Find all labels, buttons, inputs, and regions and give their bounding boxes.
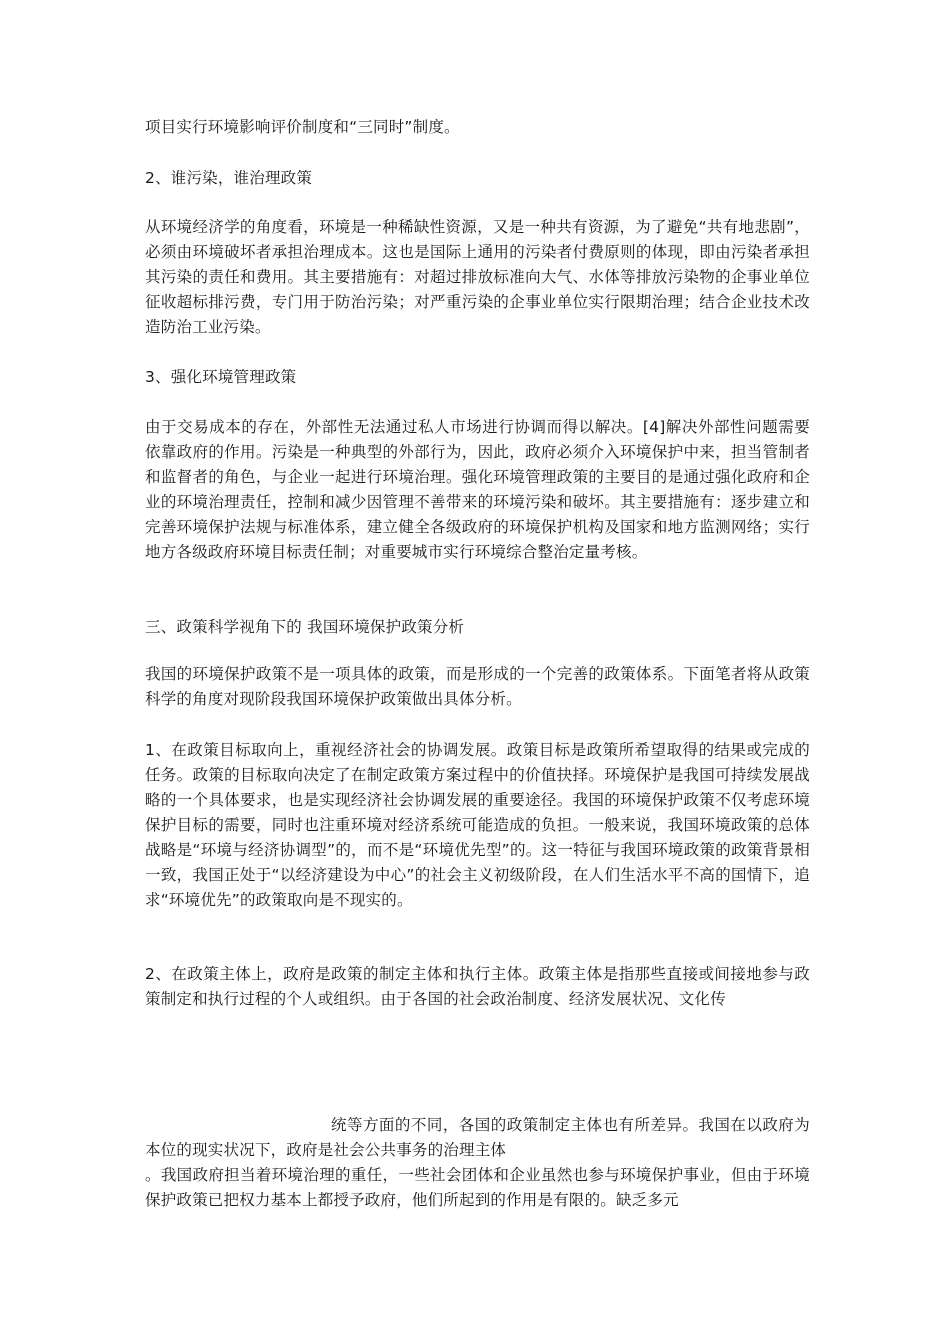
paragraph-policy-system: 我国的环境保护政策不是一项具体的政策，而是形成的一个完善的政策体系。下面笔者将从政策科学的角度对现阶段我国环境保护政策做出具体分析。	[145, 665, 810, 708]
paragraph-policy-objective: 1、在政策目标取向上，重视经济社会的协调发展。政策目标是政策所希望取得的结果或完成的任务。政策的目标取向决定了在制定政策方案过程中的价值抉择。环境保护是我国可持续发展战略的一个具体要求，也是实现经济社会协调发展的重要途径。我国的环境保护政策不仅考虑环境保护目标的需要，同时也注重环境对经济系统可能造成的负担。一般来说，我国环境政策的总体战略是“环境与经济协调型”的，而不是“环境优先型”的。这一特征与我国环境政策的政策背景相一致，我国正处于“以经济建设为中心”的社会主义初级阶段，在人们生活水平不高的国情下，追求“环境优先”的政策取向是不现实的。	[145, 741, 810, 909]
chapter-heading-policy-analysis: 三、政策科学视角下的 我国环境保护政策分析	[145, 618, 465, 636]
paragraph-policy-subject: 2、在政策主体上，政府是政策的制定主体和执行主体。政策主体是指那些直接或间接地参与政策制定和执行过程的个人或组织。由于各国的社会政治制度、经济发展状况、文化传	[145, 965, 810, 1008]
section-heading-polluter-pays: 2、谁污染，谁治理政策	[145, 169, 313, 187]
paragraph-intro-continuation: 项目实行环境影响评价制度和“三同时”制度。	[145, 118, 460, 136]
section-heading-environmental-management: 3、强化环境管理政策	[145, 368, 297, 386]
paragraph-environmental-management: 由于交易成本的存在，外部性无法通过私人市场进行协调而得以解决。[4]解决外部性问题需要依靠政府的作用。污染是一种典型的外部行为，因此，政府必须介入环境保护中来，担当管制者和监督者的角色，与企业一起进行环境治理。强化环境管理政策的主要目的是通过强化政府和企业的环境治理责任，控制和减少因管理不善带来的环境污染和破坏。其主要措施有：逐步建立和完善环境保护法规与标准体系，建立健全各级政府的环境保护机构及国家和地方监测网络；实行地方各级政府环境目标责任制；对重要城市实行环境综合整治定量考核。	[145, 418, 810, 561]
paragraph-policy-subject-continuation: 统等方面的不同，各国的政策制定主体也有所差异。我国在以政府为本位的现实状况下，政府是社会公共事务的治理主体	[145, 1116, 810, 1159]
paragraph-government-role: 。我国政府担当着环境治理的重任，一些社会团体和企业虽然也参与环境保护事业，但由于环境保护政策已把权力基本上都授予政府，他们所起到的作用是有限的。缺乏多元	[145, 1166, 810, 1209]
paragraph-polluter-pays: 从环境经济学的角度看，环境是一种稀缺性资源，又是一种共有资源，为了避免“共有地悲剧”，必须由环境破坏者承担治理成本。这也是国际上通用的污染者付费原则的体现，即由污染者承担其污染的责任和费用。其主要措施有：对超过排放标准向大气、水体等排放污染物的企事业单位征收超标排污费，专门用于防治污染；对严重污染的企事业单位实行限期治理；结合企业技术改造防治工业污染。	[145, 218, 810, 336]
